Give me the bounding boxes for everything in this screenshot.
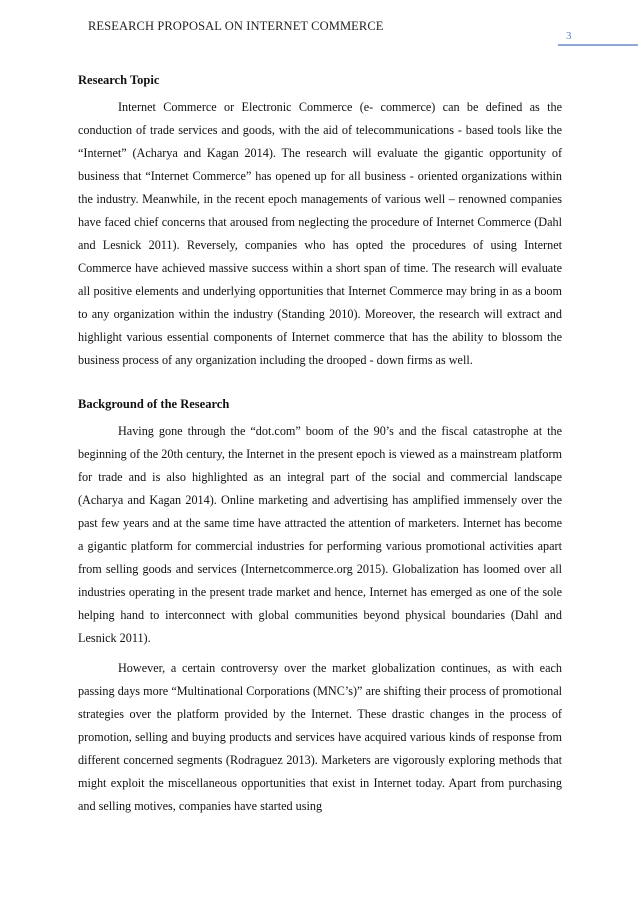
section-research-topic	[78, 72, 562, 372]
section-background	[78, 396, 562, 818]
paragraph: Having gone through the “dot.com” boom of the 90’s and the fiscal catastrophe at the beginning of the 20th century, the Internet in the present epoch is viewed as a mainstream platform for trade and is also highlighted as an integral part of the social and commercial landscape (Acharya and Kagan 2014). Online marketing and advertising has amplified immensely over the past few years and at the same time have attracted the attention of marketers. Internet has become a gigantic platform for commercial industries for performing various promotional activities apart from selling goods and services (Internetcommerce.org 2015). Globalization has loomed over all industries operating in the present trade market and hence, Internet has emerged as one of the sole helping hand to interconnect with global communities beyond physical boundaries (Dahl and Lesnick 2011).	[78, 424, 562, 645]
section-heading: Background of the Research	[78, 397, 230, 411]
paragraph-spacer	[78, 650, 562, 657]
section-spacer	[78, 372, 562, 396]
paragraph: Internet Commerce or Electronic Commerce (e- commerce) can be defined as the conduction of trade services and goods, with the aid of telecommunications - based tools like the “Internet” (Acharya and Kagan 2014). The research will evaluate the gigantic opportunity of business that “Internet Commerce” has opened up for all business - oriented organizations within the industry. Meanwhile, in the recent epoch managements of various well – renowned companies have faced chief concerns that aroused from neglecting the procedure of Internet Commerce (Dahl and Lesnick 2011). Reversely, companies who has opted the procedures of using Internet Commerce have achieved massive success within a short span of time. The research will evaluate all positive elements and underlying opportunities that Internet Commerce may bring in as a boom to any organization within the industry (Standing 2010). Moreover, the research will extract and highlight various essential components of Internet commerce that has the ability to blossom the business process of any organization including the drooped - down firms as well.	[78, 100, 562, 367]
document-body	[78, 72, 562, 818]
paragraph: However, a certain controversy over the market globalization continues, as with each passing days more “Multinational Corporations (MNC’s)” are shifting their process of promotional strategies over the platform provided by the Internet. These drastic changes in the process of promotion, selling and buying products and services have acquired various kinds of response from different concerned segments (Rodraguez 2013). Marketers are vigorously exploring methods that might exploit the miscellaneous opportunities that exist in Internet today. Apart from purchasing and selling motives, companies have started using	[78, 661, 562, 813]
section-heading: Research Topic	[78, 73, 160, 87]
page-number-box	[558, 28, 638, 46]
header-title: RESEARCH PROPOSAL ON INTERNET COMMERCE	[88, 19, 384, 33]
page-number: 3	[566, 30, 572, 42]
